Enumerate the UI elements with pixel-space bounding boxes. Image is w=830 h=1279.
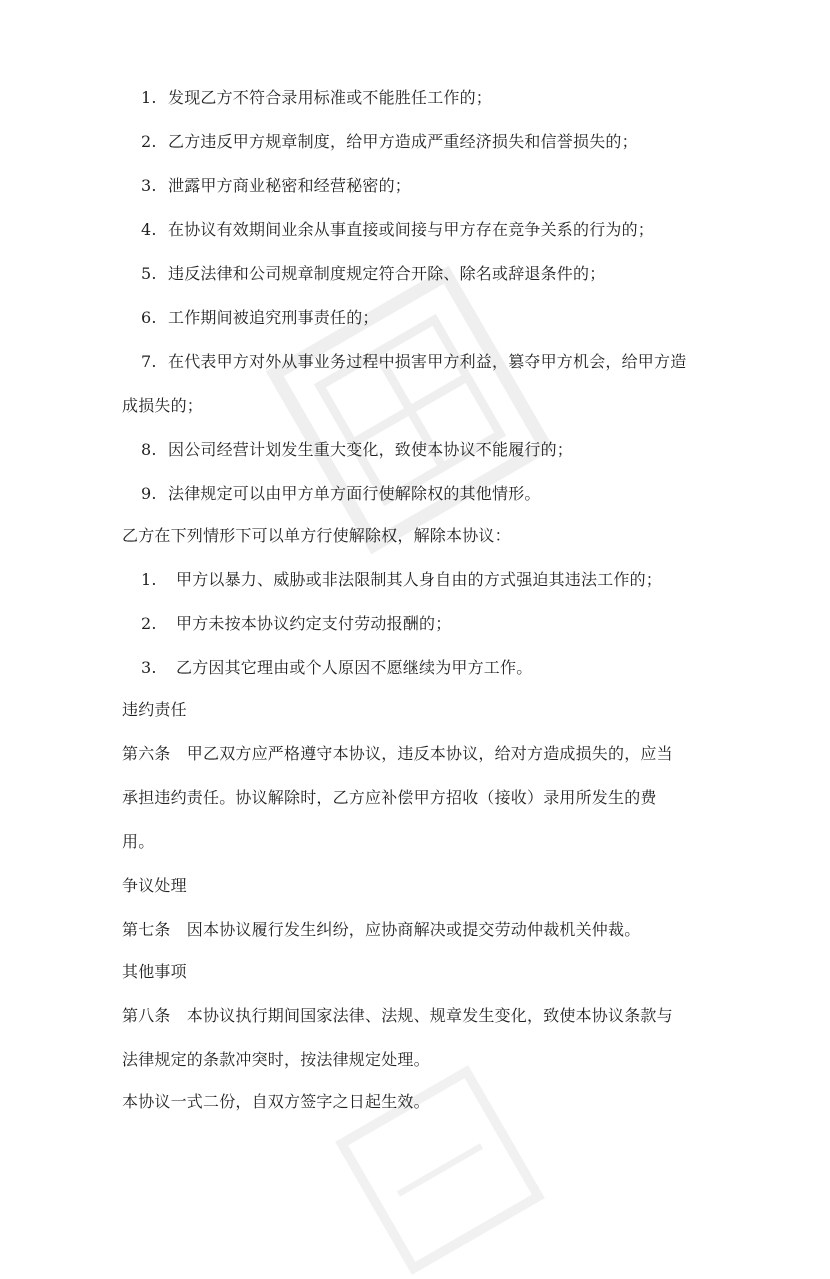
clause-number: 8. <box>141 440 157 459</box>
clause-number: 2. <box>141 614 157 633</box>
clause-number: 1. <box>141 570 157 589</box>
clause-a-1 <box>141 88 492 108</box>
clause-a-7-continuation: 成损失的； <box>122 396 204 415</box>
article-7: 第七条 因本协议履行发生纠纷，应协商解决或提交劳动仲裁机关仲裁。 <box>122 920 641 939</box>
clause-a-6 <box>141 308 379 328</box>
clause-number: 7. <box>141 352 157 371</box>
clause-text: 发现乙方不符合录用标准或不能胜任工作的； <box>168 88 493 107</box>
closing-statement: 本协议一式二份，自双方签字之日起生效。 <box>122 1092 430 1111</box>
clause-number: 4. <box>141 220 157 239</box>
clause-text: 因公司经营计划发生重大变化，致使本协议不能履行的； <box>168 440 574 459</box>
article-8-line-1: 第八条 本协议执行期间国家法律、法规、规章发生变化，致使本协议条款与 <box>122 1006 673 1025</box>
clause-number: 5. <box>141 264 157 283</box>
clause-number: 3. <box>141 658 157 677</box>
article-6-line-2: 承担违约责任。协议解除时，乙方应补偿甲方招收（接收）录用所发生的费 <box>122 788 657 807</box>
clause-text: 在代表甲方对外从事业务过程中损害甲方利益，篡夺甲方机会，给甲方造 <box>168 352 687 371</box>
clause-a-7 <box>141 352 686 372</box>
clause-text: 甲方以暴力、威胁或非法限制其人身自由的方式强迫其违法工作的； <box>176 570 663 589</box>
clause-text: 违反法律和公司规章制度规定符合开除、除名或辞退条件的； <box>168 264 606 283</box>
clause-b-1 <box>141 570 662 590</box>
clause-text: 泄露甲方商业秘密和经营秘密的； <box>168 176 412 195</box>
clause-number: 2. <box>141 132 157 151</box>
clause-a-5 <box>141 264 605 284</box>
clause-number: 9. <box>141 484 157 503</box>
clause-a-4 <box>141 220 654 240</box>
article-6-line-1: 第六条 甲乙双方应严格遵守本协议，违反本协议，给对方造成损失的，应当 <box>122 744 673 763</box>
section-heading-liability: 违约责任 <box>122 700 187 719</box>
clause-text: 工作期间被追究刑事责任的； <box>168 308 379 327</box>
clause-number: 6. <box>141 308 157 327</box>
clause-text: 乙方违反甲方规章制度，给甲方造成严重经济损失和信誉损失的； <box>168 132 638 151</box>
clause-number: 1. <box>141 88 157 107</box>
clause-a-9 <box>141 484 541 504</box>
party-b-intro: 乙方在下列情形下可以单方行使解除权，解除本协议： <box>122 526 511 545</box>
article-8-line-2: 法律规定的条款冲突时，按法律规定处理。 <box>122 1050 430 1069</box>
clause-text: 法律规定可以由甲方单方面行使解除权的其他情形。 <box>168 484 541 503</box>
clause-b-2 <box>141 614 451 634</box>
clause-b-3 <box>141 658 532 678</box>
clause-a-8 <box>141 440 573 460</box>
section-heading-dispute: 争议处理 <box>122 876 187 895</box>
watermark-stamp <box>260 260 561 561</box>
section-heading-other: 其他事项 <box>122 962 187 981</box>
clause-number: 3. <box>141 176 157 195</box>
clause-a-3 <box>141 176 411 196</box>
clause-text: 甲方未按本协议约定支付劳动报酬的； <box>176 614 452 633</box>
article-6-line-3: 用。 <box>122 832 155 851</box>
clause-text: 乙方因其它理由或个人原因不愿继续为甲方工作。 <box>176 658 533 677</box>
clause-a-2 <box>141 132 638 152</box>
clause-text: 在协议有效期间业余从事直接或间接与甲方存在竞争关系的行为的； <box>168 220 655 239</box>
